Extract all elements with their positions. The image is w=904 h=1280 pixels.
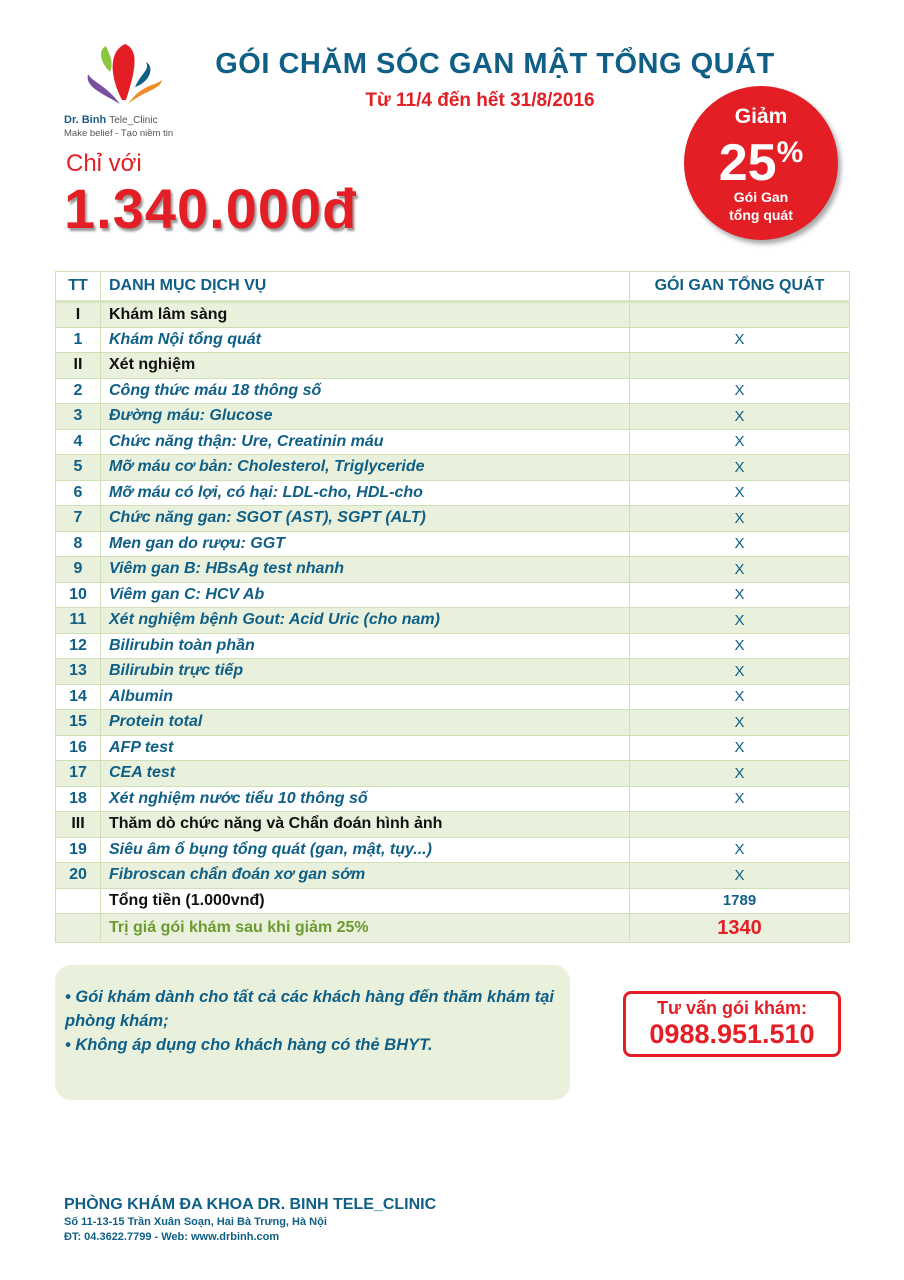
table-row	[56, 684, 850, 710]
table-row	[56, 557, 850, 583]
price: 1.340.000đ	[64, 177, 358, 240]
hotline-box	[623, 991, 841, 1057]
service-name: CEA test	[101, 761, 630, 787]
table-header	[56, 272, 850, 302]
service-name: Mỡ máu có lợi, có hại: LDL-cho, HDL-cho	[101, 480, 630, 506]
table-row	[56, 480, 850, 506]
page-title: GÓI CHĂM SÓC GAN MẬT TỔNG QUÁT	[215, 48, 775, 80]
table-row	[56, 378, 850, 404]
package-mark	[630, 353, 850, 379]
service-name: Protein total	[101, 710, 630, 736]
service-name: Mỡ máu cơ bản: Cholesterol, Triglyceride	[101, 455, 630, 481]
table-row	[56, 633, 850, 659]
clinic-logo-icon	[80, 42, 170, 112]
package-mark: X	[630, 633, 850, 659]
row-number: II	[56, 353, 101, 379]
total-row	[56, 888, 850, 914]
service-name: Albumin	[101, 684, 630, 710]
table-row	[56, 710, 850, 736]
badge-label: Giảm	[734, 105, 788, 128]
table-row	[56, 837, 850, 863]
row-number: 7	[56, 506, 101, 532]
service-name: Bilirubin toàn phần	[101, 633, 630, 659]
service-name: Men gan do rượu: GGT	[101, 531, 630, 557]
package-mark: X	[630, 608, 850, 634]
service-name: Chức năng thận: Ure, Creatinin máu	[101, 429, 630, 455]
section-name: Khám lâm sàng	[101, 302, 630, 328]
package-mark: X	[630, 557, 850, 583]
row-number: 9	[56, 557, 101, 583]
hotline-label: Tư vấn gói khám:	[656, 998, 808, 1018]
table-row	[56, 302, 850, 328]
service-name: Chức năng gan: SGOT (AST), SGPT (ALT)	[101, 506, 630, 532]
service-name: Viêm gan B: HBsAg test nhanh	[101, 557, 630, 583]
footer-address: Số 11-13-15 Trần Xuân Soạn, Hai Bà Trưng, Hà Nội	[64, 1216, 327, 1228]
row-number: 1	[56, 327, 101, 353]
notes-box	[55, 965, 570, 1100]
badge-value: 25	[718, 134, 777, 192]
package-mark: X	[630, 378, 850, 404]
table-row	[56, 786, 850, 812]
service-name: Công thức máu 18 thông số	[101, 378, 630, 404]
row-number: 8	[56, 531, 101, 557]
table-row	[56, 327, 850, 353]
service-name: Fibroscan chẩn đoán xơ gan sớm	[101, 863, 630, 889]
badge-sub2: tổng quát	[729, 207, 793, 223]
note-item: • Không áp dụng cho khách hàng có thẻ BHYT.	[65, 1036, 433, 1054]
package-mark: X	[630, 429, 850, 455]
note-item: • Gói khám dành cho tất cả các khách hàng đến thăm khám tại phòng khám;	[65, 988, 554, 1030]
table-row	[56, 506, 850, 532]
table-row	[56, 353, 850, 379]
row-number: 2	[56, 378, 101, 404]
final-value: 1340	[630, 914, 850, 943]
row-number: 16	[56, 735, 101, 761]
table-row	[56, 863, 850, 889]
total-value: 1789	[630, 888, 850, 914]
service-name: AFP test	[101, 735, 630, 761]
row-number: 10	[56, 582, 101, 608]
table-row	[56, 735, 850, 761]
row-number: 11	[56, 608, 101, 634]
table-row	[56, 404, 850, 430]
discount-badge	[684, 86, 838, 240]
package-mark: X	[630, 506, 850, 532]
row-number: 5	[56, 455, 101, 481]
package-mark	[630, 302, 850, 328]
row-number: 13	[56, 659, 101, 685]
service-name: Bilirubin trực tiếp	[101, 659, 630, 685]
table-row	[56, 455, 850, 481]
table-row	[56, 608, 850, 634]
package-mark: X	[630, 327, 850, 353]
row-number: 18	[56, 786, 101, 812]
row-number: 17	[56, 761, 101, 787]
badge-sub1: Gói Gan	[733, 189, 789, 205]
promo-dates: Từ 11/4 đến hết 31/8/2016	[365, 90, 595, 111]
final-label: Trị giá gói khám sau khi giảm 25%	[101, 914, 630, 943]
row-number: 20	[56, 863, 101, 889]
table-row	[56, 659, 850, 685]
row-number: 15	[56, 710, 101, 736]
service-name: Đường máu: Glucose	[101, 404, 630, 430]
table-row	[56, 582, 850, 608]
row-number: I	[56, 302, 101, 328]
package-mark: X	[630, 582, 850, 608]
col-tt: TT	[56, 272, 101, 302]
package-mark: X	[630, 710, 850, 736]
final-row	[56, 914, 850, 943]
row-number: 4	[56, 429, 101, 455]
total-label: Tổng tiền (1.000vnđ)	[101, 888, 630, 914]
col-service: DANH MỤC DỊCH VỤ	[101, 272, 630, 302]
row-number: 14	[56, 684, 101, 710]
brand-name: Dr. Binh Tele_Clinic	[64, 114, 158, 126]
table-row	[56, 812, 850, 838]
row-number: 19	[56, 837, 101, 863]
footer-clinic: PHÒNG KHÁM ĐA KHOA DR. BINH TELE_CLINIC	[64, 1196, 437, 1213]
package-mark: X	[630, 786, 850, 812]
service-name: Xét nghiệm nước tiểu 10 thông số	[101, 786, 630, 812]
package-mark: X	[630, 837, 850, 863]
package-mark: X	[630, 659, 850, 685]
package-mark: X	[630, 684, 850, 710]
package-mark: X	[630, 455, 850, 481]
service-name: Xét nghiệm bệnh Gout: Acid Uric (cho nam)	[101, 608, 630, 634]
package-mark: X	[630, 480, 850, 506]
section-name: Thăm dò chức năng và Chẩn đoán hình ảnh	[101, 812, 630, 838]
service-name: Khám Nội tổng quát	[101, 327, 630, 353]
package-mark: X	[630, 863, 850, 889]
tagline: Make belief - Tạo niềm tin	[64, 128, 174, 139]
package-mark: X	[630, 404, 850, 430]
row-number: 6	[56, 480, 101, 506]
package-mark: X	[630, 735, 850, 761]
service-name: Viêm gan C: HCV Ab	[101, 582, 630, 608]
service-name: Siêu âm ổ bụng tổng quát (gan, mật, tụy...)	[101, 837, 630, 863]
package-mark: X	[630, 761, 850, 787]
services-table	[55, 271, 850, 943]
row-number: III	[56, 812, 101, 838]
package-mark: X	[630, 531, 850, 557]
table-row	[56, 531, 850, 557]
footer-contact: ĐT: 04.3622.7799 - Web: www.drbinh.com	[64, 1231, 280, 1243]
badge-unit: %	[776, 136, 804, 169]
row-number: 3	[56, 404, 101, 430]
table-row	[56, 429, 850, 455]
section-name: Xét nghiệm	[101, 353, 630, 379]
package-mark	[630, 812, 850, 838]
col-package: GÓI GAN TỔNG QUÁT	[630, 272, 850, 302]
hotline-number[interactable]: 0988.951.510	[649, 1019, 815, 1049]
table-row	[56, 761, 850, 787]
price-prefix: Chỉ với	[66, 150, 142, 177]
row-number: 12	[56, 633, 101, 659]
